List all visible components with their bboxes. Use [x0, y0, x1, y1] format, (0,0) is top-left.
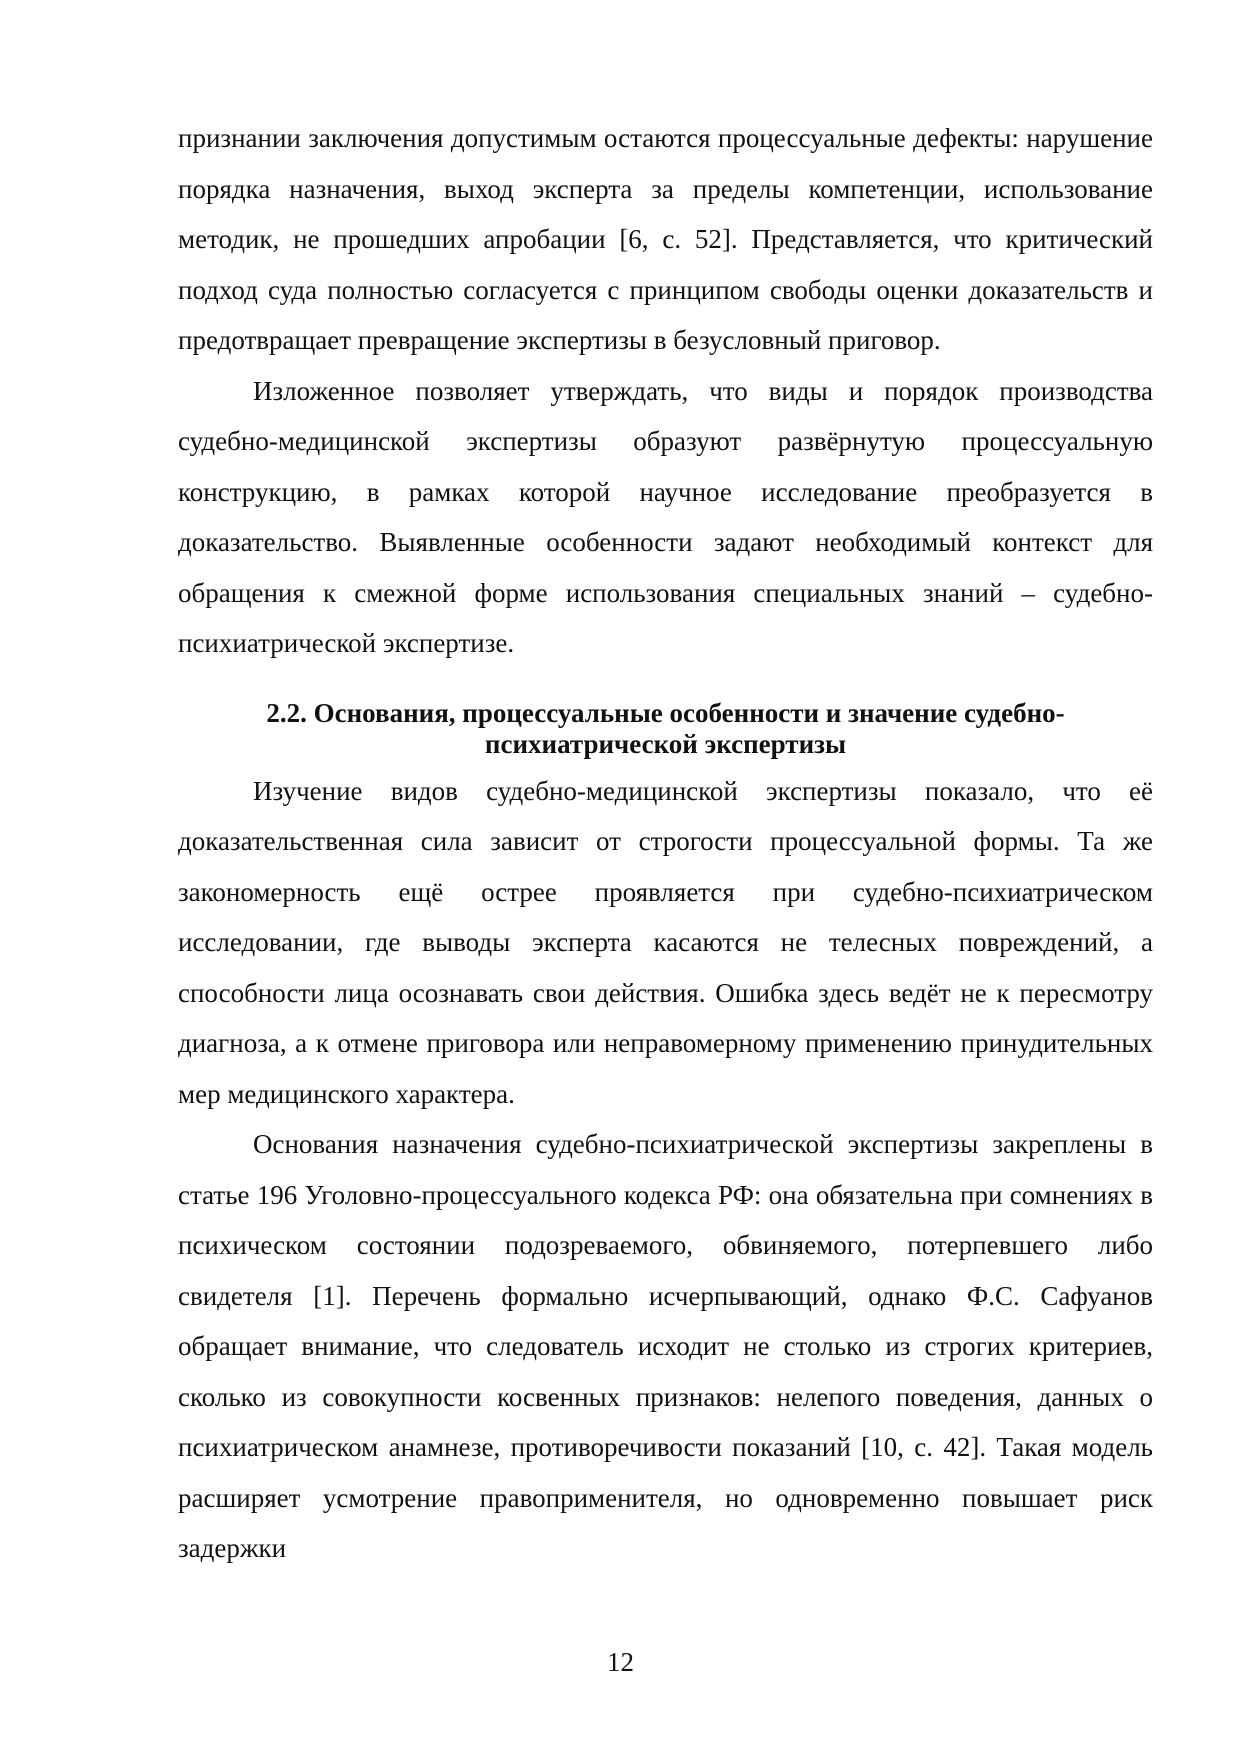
paragraph-intro: Изучение видов судебно-медицинской экспертизы показало, что её доказательственная сила зависит от строгости процессуальной формы. Та же закономерность ещё острее проявляется при судебно-психиатрическом исследовании, где выводы эксперта касаются не телесных повреждений, а способности лица осознавать свои действия. Ошибка здесь ведёт не к пересмотру диагноза, а к отмене приговора или неправомерному применению принудительных мер медицинского характера. [178, 775, 1153, 1109]
page-number: 12 [607, 1647, 634, 1677]
paragraph-grounds: Основания назначения судебно-психиатрической экспертизы закреплены в статье 196 Уголовно-процессуального кодекса РФ: она обязательна при сомнениях в психическом состоянии подозреваемого, обвиняемого, потерпевшего либо свидетеля [1]. Перечень формально исчерпывающий, однако Ф.С. Сафуанов обращает внимание, что следователь исходит не столько из строгих критериев, сколько из совокупности косвенных признаков: нелепого поведения, данных о психиатрическом анамнезе, противоречивости показаний [10, с. 42]. Такая модель расширяет усмотрение правоприменителя, но одновременно повышает риск задержки [178, 1129, 1153, 1563]
paragraph-conclusion: Изложенное позволяет утверждать, что виды и порядок производства судебно-медицинской экспертизы образуют развёрнутую процессуальную конструкцию, в рамках которой научное исследование преобразуется в доказательство. Выявленные особенности задают необходимый контекст для обращения к смежной форме использования специальных знаний – судебно-психиатрической экспертизе. [178, 375, 1153, 658]
paragraph-continuation: признании заключения допустимым остаются процессуальные дефекты: нарушение порядка назначения, выход эксперта за пределы компетенции, использование методик, не прошедших апробации [6, с. 52]. Представляется, что критический подход суда полностью согласуется с принципом свободы оценки доказательств и предотвращает превращение экспертизы в безусловный приговор. [178, 123, 1153, 355]
page-content [178, 113, 1153, 1574]
section-heading: 2.2. Основания, процессуальные особенности и значение судебно-психиатрической экспертизы [266, 697, 1065, 759]
